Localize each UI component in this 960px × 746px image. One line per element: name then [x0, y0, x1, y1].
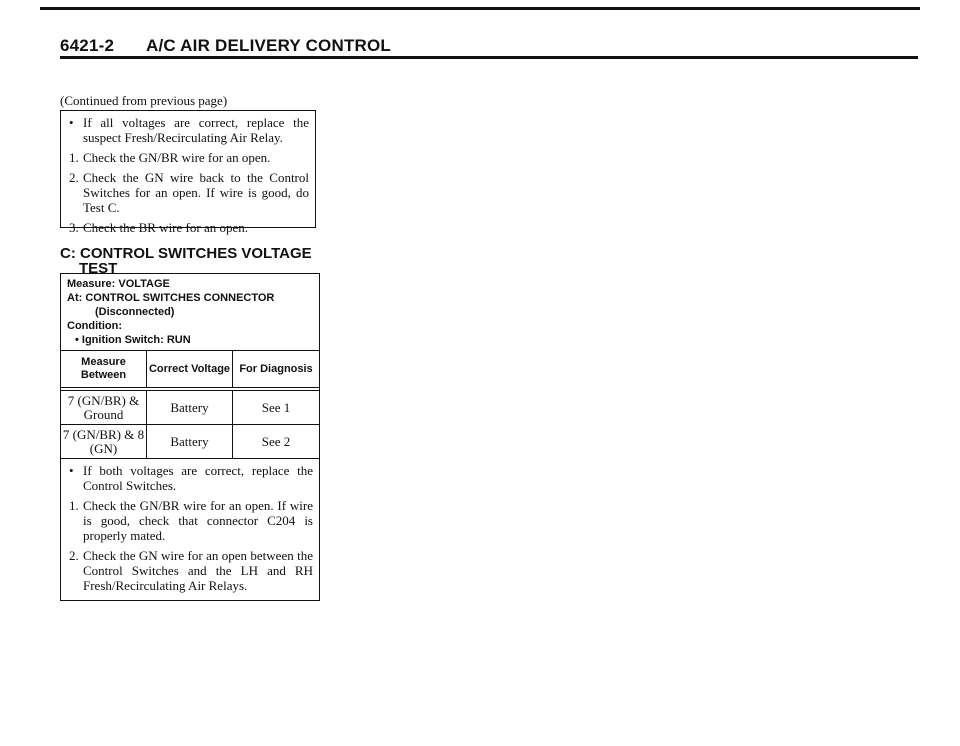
condition-label: Condition:	[67, 320, 122, 332]
table-row: 7 (GN/BR) & 8 (GN) Battery See 2	[61, 425, 319, 459]
test-c-table	[60, 273, 320, 601]
section-heading: C: CONTROL SWITCHES VOLTAGE TEST	[60, 245, 312, 277]
header-correct-voltage: Correct Voltage	[147, 351, 233, 387]
header-rule	[60, 56, 918, 59]
measure-block	[61, 274, 319, 351]
procedure-box-c	[61, 459, 319, 600]
continued-note: (Continued from previous page)	[60, 93, 228, 108]
page-header	[60, 36, 391, 56]
header-for-diagnosis: For Diagnosis	[239, 362, 313, 375]
page-title: A/C AIR DELIVERY CONTROL	[146, 36, 392, 55]
header-measure-between: Measure Between	[61, 351, 147, 387]
list-item: 2. Check the GN wire back to the Control Switches for an open. If wire is good, do Test C.	[69, 170, 309, 215]
at-note: (Disconnected)	[95, 306, 175, 318]
table-header-row	[61, 351, 319, 387]
condition-item: • Ignition Switch: RUN	[75, 334, 191, 346]
list-item: 1. Check the GN/BR wire for an open.	[69, 150, 271, 165]
list-item: 1. Check the GN/BR wire for an open. If wire is good, check that connector C204 is properly mated.	[69, 498, 313, 543]
at-label: At: CONTROL SWITCHES CONNECTOR	[67, 292, 275, 304]
list-item: • If all voltages are correct, replace the suspect Fresh/Recirculating Air Relay.	[69, 115, 309, 145]
list-item: 3. Check the BR wire for an open.	[69, 220, 248, 235]
list-item: 2. Check the GN wire for an open between the Control Switches and the LH and RH Fresh/Recirculating Air Relays.	[69, 548, 313, 593]
page-number: 6421-2	[60, 36, 115, 55]
measure-label: Measure: VOLTAGE	[67, 278, 170, 290]
table-row: 7 (GN/BR) & Ground Battery See 1	[61, 391, 319, 425]
list-item: • If both voltages are correct, replace the Control Switches.	[69, 463, 313, 493]
procedure-box-b	[60, 110, 316, 235]
top-rule	[40, 7, 920, 10]
